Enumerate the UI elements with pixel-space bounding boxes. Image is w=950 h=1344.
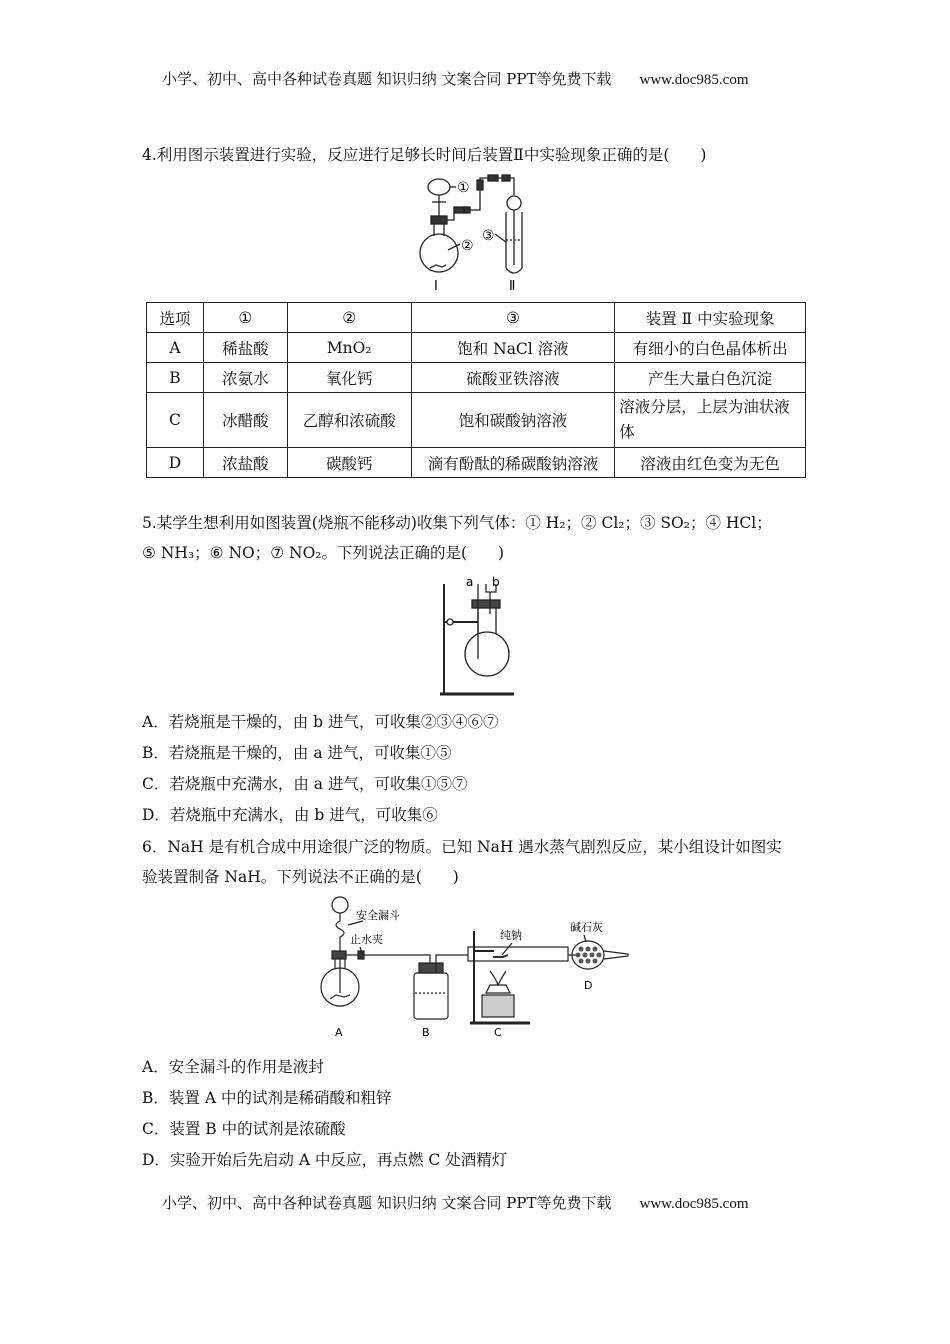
table-cell: 溶液分层，上层为油状液体 [615,393,806,448]
table-cell-option: A [147,333,204,363]
q5-option-d: D．若烧瓶中充满水，由 b 进气，可收集⑥ [142,806,438,824]
table-cell: 冰醋酸 [203,393,287,448]
q6-label-d: D [584,979,593,992]
table-cell: 产生大量白色沉淀 [615,363,806,393]
q4-stem: 4.利用图示装置进行实验，反应进行足够长时间后装置Ⅱ中实验现象正确的是( ) [142,146,707,164]
table-cell: 碳酸钙 [287,448,411,478]
table-header-row [147,303,806,333]
footer-text: 小学、初中、高中各种试卷真题 知识归纳 文案合同 PPT等免费下载 [162,1194,612,1212]
table-header-cell: 选项 [147,303,204,333]
header-url: www.doc985.com [639,72,749,88]
q5-option-c: C．若烧瓶中充满水，由 a 进气，可收集①⑤⑦ [142,775,468,793]
q4-apparatus-figure [410,170,550,295]
q6-label-b: B [422,1026,430,1039]
table-cell: MnO₂ [287,333,411,363]
q6-stem-line-2: 验装置制备 NaH。下列说法不正确的是( ) [142,868,459,886]
footer-url: www.doc985.com [639,1196,749,1212]
table-row [147,448,806,478]
q6-label-clamp: 止水夹 [350,933,383,946]
table-cell: 硫酸亚铁溶液 [411,363,615,393]
table-cell: 饱和 NaCl 溶液 [411,333,615,363]
q6-nah-apparatus-figure [318,893,638,1043]
table-cell: 浓盐酸 [203,448,287,478]
q6-label-sodium: 纯钠 [500,929,522,942]
table-cell: 饱和碳酸钠溶液 [411,393,615,448]
table-cell: 浓氨水 [203,363,287,393]
q4-label-2: ② [461,238,474,254]
table-cell-option: B [147,363,204,393]
table-row [147,333,806,363]
page-header [162,68,802,89]
header-text: 小学、初中、高中各种试卷真题 知识归纳 文案合同 PPT等免费下载 [162,70,612,88]
q6-stem-line-1: 6．NaH 是有机合成中用途很广泛的物质。已知 NaH 遇水蒸气剧烈反应，某小组设计如图实 [142,838,782,856]
q5-stem-line-1: 5.某学生想利用如图装置(烧瓶不能移动)收集下列气体：① H₂；② Cl₂；③ SO₂；④ HCl； [142,514,772,532]
q4-label-device-1: Ⅰ [434,279,438,294]
table-cell: 有细小的白色晶体析出 [615,333,806,363]
q5-option-b: B．若烧瓶是干燥的，由 a 进气，可收集①⑤ [142,744,452,762]
table-header-cell: ③ [411,303,615,333]
table-header-cell: ① [203,303,287,333]
table-cell: 稀盐酸 [203,333,287,363]
q6-label-a: A [335,1026,343,1039]
q4-label-1: ① [457,180,470,196]
q5-flask-apparatus-figure [430,574,530,700]
q6-option-d: D．实验开始后先启动 A 中反应，再点燃 C 处酒精灯 [142,1151,508,1169]
q6-label-soda-lime: 碱石灰 [570,921,603,934]
q5-label-b: b [492,575,500,589]
q4-label-3: ③ [482,228,495,244]
q6-option-c: C．装置 B 中的试剂是浓硫酸 [142,1120,346,1138]
table-cell: 滴有酚酞的稀碳酸钠溶液 [411,448,615,478]
table-cell: 乙醇和浓硫酸 [287,393,411,448]
q5-label-a: a [466,575,474,589]
table-cell-option: C [147,393,204,448]
table-cell: 氧化钙 [287,363,411,393]
page-footer [162,1192,802,1213]
q6-label-safety-funnel: 安全漏斗 [356,909,400,922]
q4-options-table [146,302,806,478]
q6-option-b: B．装置 A 中的试剂是稀硝酸和粗锌 [142,1089,392,1107]
q6-label-c: C [494,1026,502,1039]
table-header-cell: 装置 Ⅱ 中实验现象 [615,303,806,333]
table-cell: 溶液由红色变为无色 [615,448,806,478]
q5-option-a: A．若烧瓶是干燥的，由 b 进气，可收集②③④⑥⑦ [142,713,499,731]
q5-stem-line-2: ⑤ NH₃；⑥ NO；⑦ NO₂。下列说法正确的是( ) [142,544,505,562]
q6-option-a: A．安全漏斗的作用是液封 [142,1058,324,1076]
table-cell-option: D [147,448,204,478]
q4-label-device-2: Ⅱ [509,279,516,294]
table-row [147,393,806,448]
table-header-cell: ② [287,303,411,333]
table-row [147,363,806,393]
